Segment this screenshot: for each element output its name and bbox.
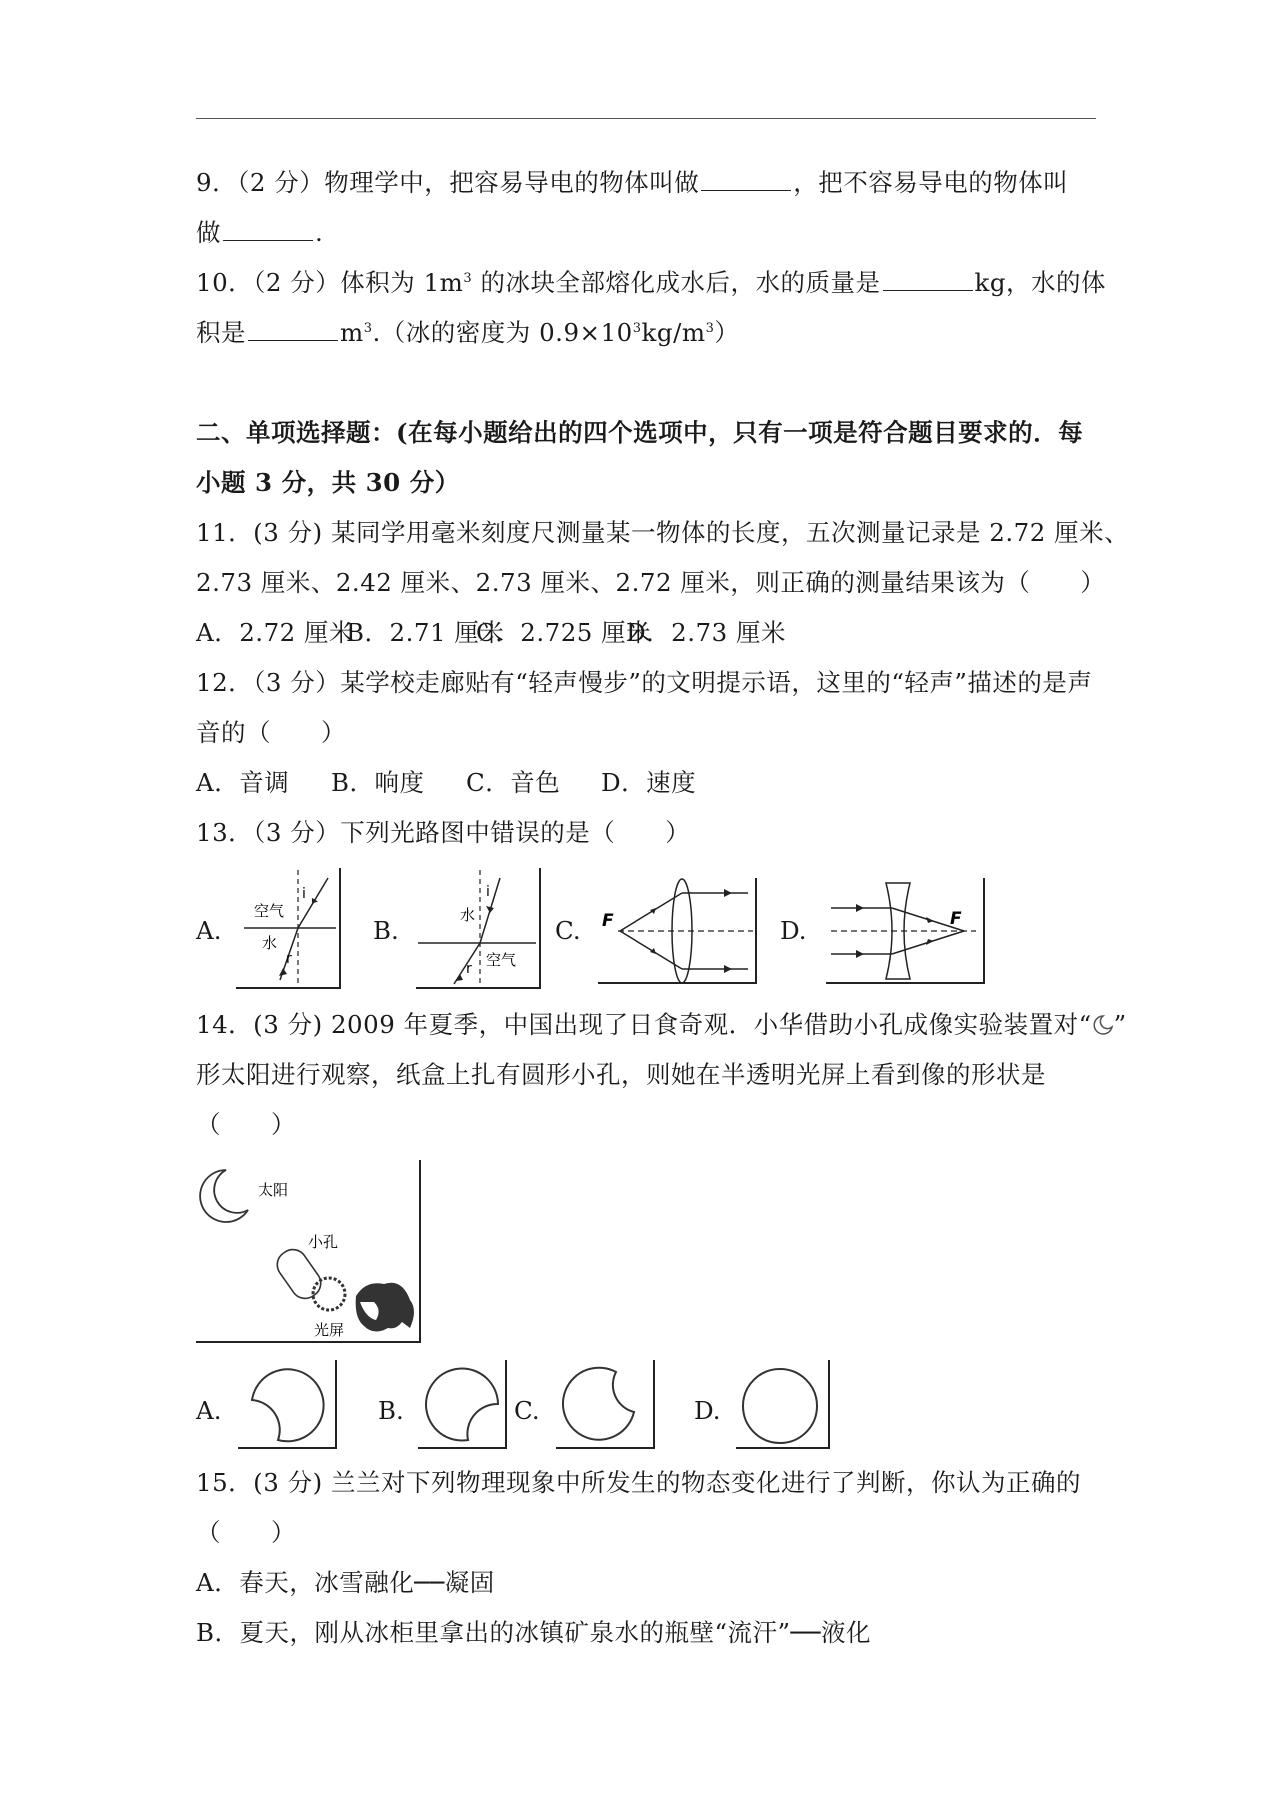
- label-water: 水: [262, 934, 278, 952]
- q13-label-c[interactable]: C.: [555, 916, 581, 945]
- q9-line2: 做 .: [196, 218, 324, 247]
- q10-blank1[interactable]: [883, 266, 973, 291]
- angle-r: r: [286, 951, 292, 967]
- q12-option-c[interactable]: C．音色: [466, 768, 561, 797]
- label-air: 空气: [254, 902, 285, 920]
- focus-f: F: [950, 909, 962, 929]
- refraction-diagram-a: [236, 868, 341, 993]
- q15-option-a[interactable]: A．春天，冰雪融化──凝固: [196, 1568, 495, 1597]
- label-sun: 太阳: [258, 1181, 289, 1199]
- q13-line1: 13．（3 分）下列光路图中错误的是（ ）: [196, 818, 691, 847]
- q14-option-a-figure: [238, 1360, 338, 1450]
- pinhole-camera-diagram: [196, 1160, 426, 1345]
- section2-heading-line1: 二、单项选择题：(在每小题给出的四个选项中，只有一项是符合题目要求的．每: [196, 418, 1084, 447]
- q14-line1: 14．(3 分) 2009 年夏季，中国出现了日食奇观．小华借助小孔成像实验装置对“ ”: [196, 1010, 1127, 1039]
- q12-options: [196, 768, 696, 798]
- q11-option-a[interactable]: A．2.72 厘米: [196, 618, 355, 647]
- q12-option-a[interactable]: A．音调: [196, 768, 290, 797]
- image-shape-b: [418, 1360, 508, 1450]
- q15-line1: 15．(3 分) 兰兰对下列物理现象中所发生的物态变化进行了判断，你认为正确的: [196, 1468, 1081, 1497]
- label-air: 空气: [486, 951, 517, 969]
- image-shape-d: [736, 1360, 831, 1450]
- image-shape-a: [238, 1360, 338, 1450]
- q15-option-b[interactable]: B．夏天，刚从冰柜里拿出的冰镇矿泉水的瓶壁“流汗”──液化: [196, 1618, 872, 1647]
- header-rule: [196, 118, 1096, 119]
- q11-line1: 11．(3 分) 某同学用毫米刻度尺测量某一物体的长度，五次测量记录是 2.72 厘米、: [196, 518, 1130, 547]
- focus-f: F: [602, 911, 614, 931]
- q15-line2: （ ）: [196, 1518, 296, 1547]
- q14-label-b[interactable]: B.: [378, 1396, 404, 1425]
- angle-i: i: [486, 884, 490, 900]
- q11-option-d[interactable]: D．2.73 厘米: [626, 618, 786, 647]
- q13-figure-a: [236, 868, 341, 993]
- crescent-sun-icon: [1092, 1014, 1114, 1036]
- angle-r: r: [466, 961, 472, 977]
- image-shape-c: [556, 1360, 656, 1450]
- q10-line1: 10．（2 分）体积为 $1m^3$ 的冰块全部熔化成水后，水的质量是 kg，水的体: [196, 268, 1107, 297]
- q9-blank2[interactable]: [223, 216, 313, 241]
- label-pinhole: 小孔: [308, 1233, 339, 1251]
- concave-lens-diagram: [826, 878, 986, 988]
- q14-line2: 形太阳进行观察，纸盒上扎有圆形小孔，则她在半透明光屏上看到像的形状是: [196, 1060, 1046, 1089]
- q12-option-b[interactable]: B．响度: [331, 768, 425, 797]
- q13-label-a[interactable]: A.: [196, 916, 222, 945]
- label-water: 水: [460, 906, 476, 924]
- angle-i: i: [302, 886, 306, 902]
- q10-blank2[interactable]: [248, 316, 338, 341]
- q13-figure-d: [826, 878, 986, 988]
- q12-line1: 12．（3 分）某学校走廊贴有“轻声慢步”的文明提示语，这里的“轻声”描述的是声: [196, 668, 1093, 697]
- section2-heading-line2: 小题 3 分，共 30 分）: [196, 468, 460, 497]
- q12-line2: 音的（ ）: [196, 718, 346, 747]
- q11-line2: 2.73 厘米、2.42 厘米、2.73 厘米、2.72 厘米，则正确的测量结果该为（ ）: [196, 568, 1106, 597]
- q14-option-d-figure: [736, 1360, 831, 1450]
- q12-option-d[interactable]: D．速度: [601, 768, 697, 797]
- q14-label-a[interactable]: A.: [196, 1396, 222, 1425]
- q9-blank1[interactable]: [701, 166, 791, 191]
- q11-option-c[interactable]: C．2.725 厘米: [476, 618, 652, 647]
- q14-pinhole-setup-figure: [196, 1160, 426, 1345]
- crescent-sun-icon: [200, 1170, 248, 1222]
- q10-line2: 积是 $m^3$.（冰的密度为 $0.9\times 10^3kg/m^3$）: [196, 318, 740, 347]
- q14-option-b-figure: [418, 1360, 508, 1450]
- q14-option-c-figure: [556, 1360, 656, 1450]
- q13-label-b[interactable]: B.: [373, 916, 399, 945]
- q9-line1: 9．（2 分）物理学中，把容易导电的物体叫做 ，把不容易导电的物体叫: [196, 168, 1069, 197]
- q13-figure-b: [416, 868, 541, 993]
- refraction-diagram-b: [416, 868, 541, 993]
- q11-options: [196, 618, 786, 648]
- q14-label-c[interactable]: C.: [514, 1396, 540, 1425]
- q13-label-d[interactable]: D.: [780, 916, 807, 945]
- convex-lens-diagram: [598, 878, 758, 988]
- q11-option-b[interactable]: B．2.71 厘米: [346, 618, 505, 647]
- q14-line3: （ ）: [196, 1110, 296, 1139]
- label-screen: 光屏: [314, 1321, 345, 1339]
- q14-label-d[interactable]: D.: [694, 1396, 721, 1425]
- q13-figure-c: [598, 878, 758, 988]
